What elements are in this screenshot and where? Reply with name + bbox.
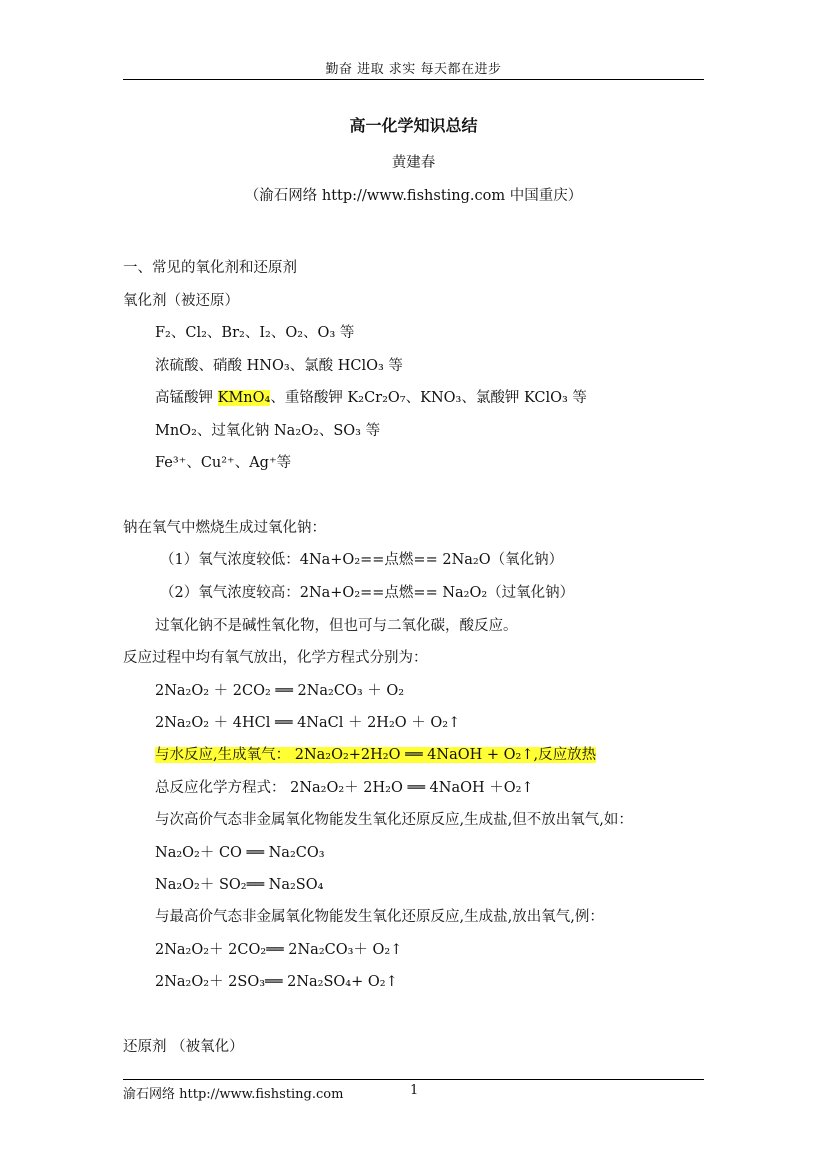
oxidizer-line: MnO₂、过氧化钠 Na₂O₂、SO₃ 等 [155, 423, 381, 439]
reaction-equation-highlighted [155, 744, 596, 766]
reducer-heading: 还原剂 （被氧化） [123, 1039, 244, 1055]
reaction-heading: 反应过程中均有氧气放出，化学方程式分别为： [123, 650, 428, 666]
sodium-line: （1）氧气浓度较低：4Na+O₂==点燃== 2Na₂O（氧化钠） [160, 552, 564, 568]
document-title: 高一化学知识总结 [349, 116, 478, 135]
sodium-line: 过氧化钠不是碱性氧化物，但也可与二氧化碳，酸反应。 [155, 618, 518, 634]
reaction-equation: Na₂O₂＋ SO₂══ Na₂SO₄ [155, 877, 324, 893]
header-rule [123, 79, 704, 80]
oxidizer-line-text: 、重铬酸钾 K₂Cr₂O₇、KNO₃、氯酸钾 KClO₃ 等 [270, 390, 587, 406]
footer-rule [123, 1079, 704, 1080]
document-author: 黄建春 [391, 155, 436, 171]
highlighted-formula: KMnO₄ [217, 390, 271, 406]
oxidizer-line-text: 高锰酸钾 [155, 390, 218, 406]
reaction-equation: 总反应化学方程式： 2Na₂O₂＋ 2H₂O ══ 4NaOH ＋O₂↑ [155, 780, 534, 796]
page-header-motto: 勤奋 进取 求实 每天都在进步 [325, 62, 502, 77]
oxidizer-line: F₂、Cl₂、Br₂、I₂、O₂、O₃ 等 [155, 325, 355, 341]
page-number: 1 [410, 1083, 419, 1098]
oxidizer-line [155, 387, 587, 409]
highlighted-equation: 与水反应,生成氧气： 2Na₂O₂+2H₂O ══ 4NaOH + O₂↑,反应放热 [155, 747, 597, 763]
reaction-equation: Na₂O₂＋ CO ══ Na₂CO₃ [155, 845, 325, 861]
sodium-line: （2）氧气浓度较高：2Na+O₂==点燃== Na₂O₂（过氧化钠） [160, 585, 575, 601]
reaction-equation: 2Na₂O₂＋ 2CO₂══ 2Na₂CO₃＋ O₂↑ [155, 942, 403, 958]
oxidizer-line: 浓硫酸、硝酸 HNO₃、氯酸 HClO₃ 等 [155, 358, 403, 374]
oxidizer-line: Fe³⁺、Cu²⁺、Ag⁺等 [155, 455, 292, 471]
reaction-equation: 2Na₂O₂ ＋ 4HCl ══ 4NaCl ＋ 2H₂O ＋ O₂↑ [155, 715, 461, 731]
reaction-equation: 2Na₂O₂ ＋ 2CO₂ ══ 2Na₂CO₃ ＋ O₂ [155, 683, 405, 699]
footer-site: 渝石网络 http://www.fishsting.com [123, 1087, 344, 1102]
oxidizer-heading: 氧化剂（被还原） [123, 293, 239, 309]
reaction-note: 与次高价气态非金属氧化物能发生氧化还原反应,生成盐,但不放出氧气,如： [155, 812, 633, 828]
reaction-note: 与最高价气态非金属氧化物能发生氧化还原反应,生成盐,放出氧气,例： [155, 909, 604, 925]
section-heading: 一、常见的氧化剂和还原剂 [123, 260, 297, 276]
sodium-heading: 钠在氧气中燃烧生成过氧化钠： [123, 520, 326, 536]
reaction-equation: 2Na₂O₂＋ 2SO₃══ 2Na₂SO₄+ O₂↑ [155, 974, 398, 990]
document-source: （渝石网络 http://www.fishsting.com 中国重庆） [244, 188, 583, 204]
